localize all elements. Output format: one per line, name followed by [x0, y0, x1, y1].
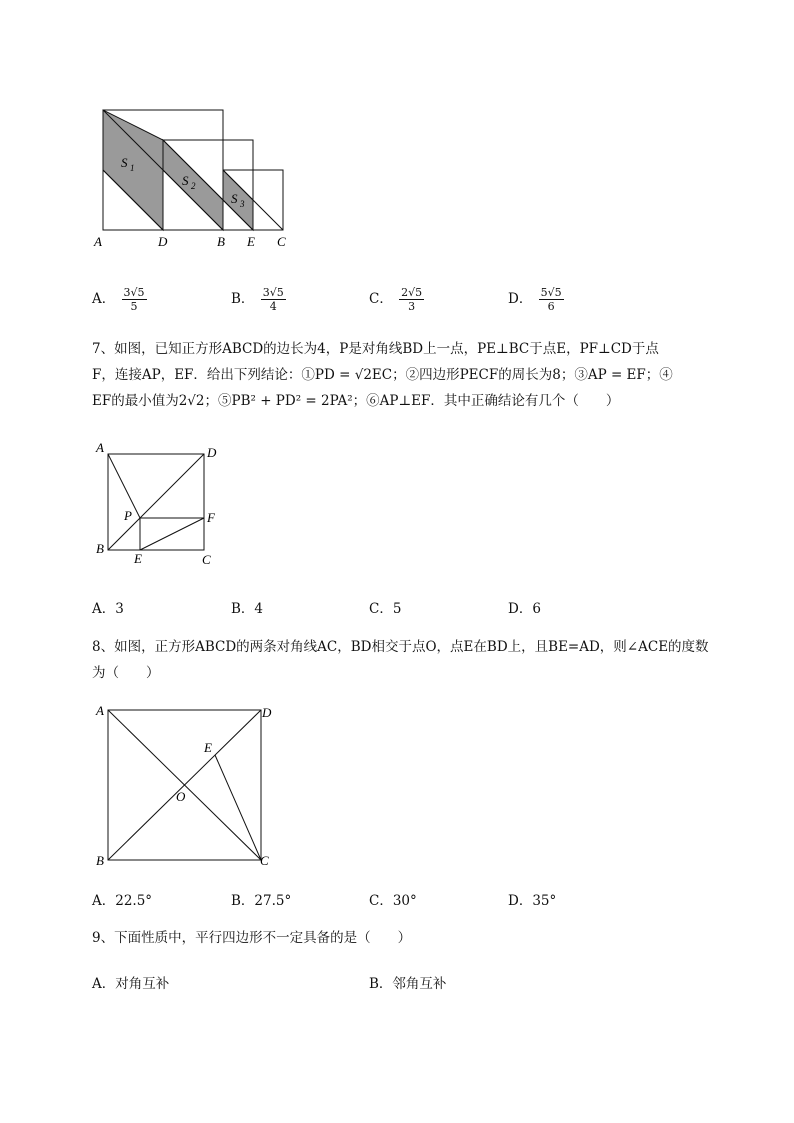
q7-label-e: E — [134, 551, 142, 566]
q8-label-a: A — [96, 703, 104, 718]
q8-label-e: E — [204, 740, 212, 755]
q6-label-s3-sub: 3 — [240, 199, 245, 209]
q9-text-line1: 9、下面性质中，平行四边形不一定具备的是（ ） — [92, 930, 412, 946]
q6-option-c-fraction: $\frac{2√5}{3}$ — [401, 286, 423, 313]
q8-option-a[interactable]: A．22.5° — [92, 893, 153, 909]
q7-label-p: P — [124, 508, 132, 523]
q6-label-s2-sub: 2 — [191, 181, 196, 191]
q9-option-b[interactable]: B．邻角互补 — [369, 976, 447, 992]
q6-label-b: B — [217, 234, 225, 249]
q9-option-a[interactable]: A．对角互补 — [92, 976, 170, 992]
q6-option-b-letter: B． — [231, 291, 255, 307]
q7-label-b: B — [96, 541, 104, 556]
q7-text-line1: 7、如图，已知正方形ABCD的边长为4，P是对角线BD上一点，PE⊥BC于点E，PF⊥CD于点 — [92, 341, 659, 357]
q7-text-line2: F，连接AP，EF．给出下列结论：①PD = √2EC；②四边形PECF的周长为8；③AP = EF；④ — [92, 367, 673, 383]
s3-region — [223, 170, 253, 230]
q6-label-s1-sub: 1 — [130, 163, 135, 173]
q6-option-d-letter: D． — [508, 291, 533, 307]
q7-option-d[interactable]: D．6 — [508, 601, 541, 617]
q8-option-d[interactable]: D．35° — [508, 893, 557, 909]
q6-option-b-fraction: $\frac{3√5}{4}$ — [262, 286, 284, 313]
q6-option-a-letter: A． — [92, 291, 116, 307]
q6-option-a[interactable] — [92, 286, 147, 313]
q6-label-e: E — [247, 234, 255, 249]
q7-option-b[interactable]: B．4 — [231, 601, 264, 617]
q6-option-c-letter: C． — [369, 291, 393, 307]
q7-label-a: A — [96, 440, 104, 455]
q8-label-o: O — [176, 789, 186, 804]
q6-option-d[interactable] — [508, 286, 564, 313]
q6-option-b[interactable] — [231, 286, 286, 313]
q8-option-b[interactable]: B．27.5° — [231, 893, 292, 909]
q8-label-c: C — [260, 853, 269, 868]
q6-label-c: C — [277, 234, 286, 249]
q8-label-b: B — [96, 853, 104, 868]
q8-text-line2: 为（ ） — [92, 665, 160, 681]
q7-option-c[interactable]: C．5 — [369, 601, 402, 617]
q6-figure — [88, 100, 298, 260]
q8-label-d: D — [262, 705, 272, 720]
q8-text-line1: 8、如图，正方形ABCD的两条对角线AC，BD相交于点O，点E在BD上，且BE=AD，则∠ACE的度数 — [92, 639, 709, 655]
q6-label-a: A — [94, 234, 102, 249]
q8-figure — [94, 700, 284, 870]
q6-option-a-fraction: $\frac{3√5}{5}$ — [123, 286, 145, 313]
q7-label-f: F — [207, 510, 215, 525]
q6-label-s2: S — [182, 173, 189, 188]
q7-label-d: D — [207, 445, 217, 460]
q6-option-d-fraction: $\frac{5√5}{6}$ — [540, 286, 562, 313]
q6-label-s1: S — [121, 155, 128, 170]
q8-option-c[interactable]: C．30° — [369, 893, 417, 909]
q7-text-line3: EF的最小值为2√2；⑤PB² + PD² = 2PA²；⑥AP⊥EF．其中正确结论有几个（ ） — [92, 393, 620, 409]
q6-option-c[interactable] — [369, 286, 424, 313]
q7-label-c: C — [202, 552, 211, 567]
q6-label-d: D — [158, 234, 168, 249]
q6-label-s3: S — [231, 191, 238, 206]
q7-figure — [92, 438, 232, 573]
q7-option-a[interactable]: A．3 — [92, 601, 124, 617]
